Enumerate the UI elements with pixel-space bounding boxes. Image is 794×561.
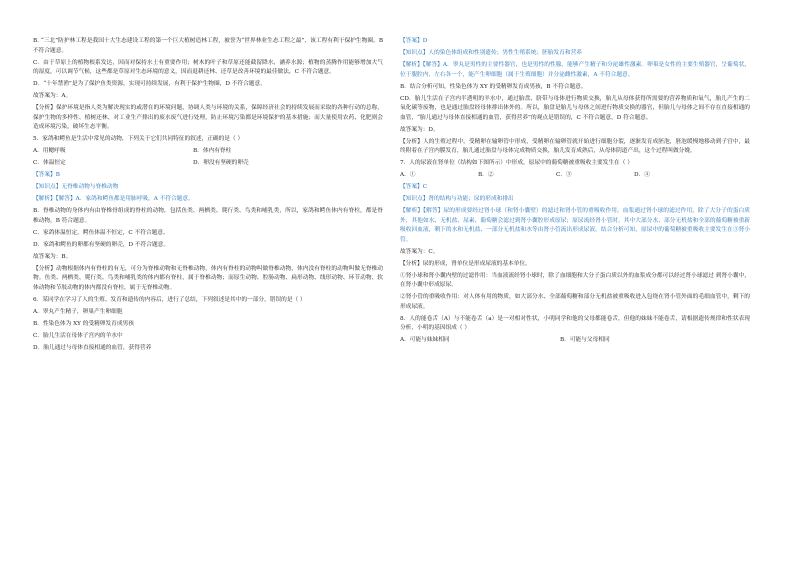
paragraph: A．睾丸产生精子，卵巢产生卵细胞 bbox=[33, 308, 123, 315]
labeled-paragraph: 【答案】C bbox=[400, 184, 428, 190]
paragraph: D．胎儿通过与母体直接相通的血管，获得营养 bbox=[33, 344, 152, 351]
answer-option: C．③ bbox=[556, 172, 572, 178]
paragraph: 8．人的能卷舌（A）与不能卷舌（a）是一对相对性状，小明同学和他的父母都能卷舌，但他的妹妹不能卷舌，请根据遗传规律和性状表现分析，小明的基因组成（ ） bbox=[400, 315, 750, 331]
answer-option: D．卵没有坚硬的卵壳 bbox=[193, 160, 249, 166]
answer-option: B．② bbox=[478, 172, 494, 178]
paragraph: 7．人的尿液在肾单位（结构如下图所示）中形成，原尿中的葡萄糖被重吸收主要发生在（ ） bbox=[400, 160, 633, 166]
right-column bbox=[400, 37, 750, 348]
paragraph: 故答案为：B。 bbox=[33, 253, 72, 260]
labeled-paragraph: 【解析】【解答】尿的形成要经过肾小球（和肾小囊壁）的滤过和肾小管的重吸收作用。血浆通过肾小球的滤过作用，除了大分子的蛋白质外，其他如水、无机盐、尿素、葡萄糖会滤过到肾小囊腔形成原尿；原尿流经肾小管时，其中大部分水、部分无机盐和全部的葡萄糖被重新吸收回血液，剩下的水和无机盐、一部分无机盐和水等由肾小管流出形成尿液。结合分析可知，原尿中的葡萄糖被重吸收主要发生在③肾小管。 bbox=[400, 208, 750, 243]
answer-option: A．用鳃呼吸 bbox=[33, 148, 66, 154]
paragraph: 5．家鸽和鳄鱼是生活中常见的动物，下列关于它们共同特征的叙述，正确的是（ ） bbox=[33, 136, 244, 142]
paragraph: 6．某同学在学习了人的生殖、发育和遗传的内容后，进行了总结，下列叙述是其中的一部分，错误的是（ ） bbox=[33, 296, 306, 303]
paragraph: B．脊椎动物的身体内有由脊椎骨组成的脊柱的动物，包括鱼类、两栖类、爬行类、鸟类和哺乳类，所以，家鸽和鳄鱼体内有脊柱，都是脊椎动物，B 符合题意。 bbox=[33, 208, 383, 224]
paragraph: 【分析】动物根据体内有脊柱的有无，可分为脊椎动物和无脊椎动物，体内有脊柱的动物叫做脊椎动物，体内没有脊柱的动物叫做无脊椎动物。鱼类、两栖类、爬行类、鸟类和哺乳类的体内都有脊柱，属于脊椎动物；而原生动物、腔肠动物、扁形动物、线形动物、环节动物、软体动物和节肢动物的体内都没有脊柱，属于无脊椎动物。 bbox=[33, 265, 383, 291]
paragraph: D．“十年禁渔”是为了保护鱼类资源，实现可持续发展，有利于保护生物圈，D 不符合题意。 bbox=[33, 81, 266, 87]
answer-option: B．可能与父母相同 bbox=[560, 337, 610, 343]
labeled-paragraph: 【解析】【解答】A．家鸽和鳄鱼都是用肺呼吸，A 不符合题意。 bbox=[33, 196, 194, 202]
paragraph: 故答案为：C。 bbox=[400, 248, 439, 255]
paragraph: C．由于草原上的植物根系发达，因而对保持水土有重要作用；树木的叶子和草原还能截留降水，涵养水源；植物的蒸腾作用能够增加大气的湿度，可以调节气候，这些都是草原对生态环境的意义，因而退耕还林、还草是改善环境的最佳做法，C 不符合题意。 bbox=[33, 59, 383, 75]
labeled-paragraph: 【解析】【解答】A．睾丸是男性的主要性器官，也是男性的性腺，能够产生精子和分泌雄性激素。卵巢是女性的主要生殖器官，呈葡萄状，位于腹腔内，左右各一个，能产生卵细胞（属于生殖细胞）并分泌雌性激素，A 不符合题意。 bbox=[400, 62, 750, 78]
paragraph: 【分析】保护环境是指人类为解决现实的或潜在的环境问题，协调人类与环境的关系，保障经济社会的持续发展而采取的各种行动的总称，保护生物的多样性、植树还林、对工业生产排出的废水废气进行处理，防止环境污染都是环境保护的基本措施；而大量使用农药、化肥则会造成环境污染，破坏生态平衡。 bbox=[33, 105, 383, 130]
labeled-paragraph: 【知识点】人的染色体组成和性别遗传；男性生殖系统；胚胎发育和营养 bbox=[400, 50, 582, 56]
paragraph: ②肾小管的重吸收作用：对人体有用的物质，如大部分水、全部葡萄糖和部分无机盐被重吸收进入包绕在肾小管外面的毛细血管中，剩下的形成尿液。 bbox=[400, 294, 750, 310]
labeled-paragraph: 【知识点】肾的结构与功能；尿的形成和排出 bbox=[400, 196, 514, 202]
paragraph: 故答案为：D。 bbox=[400, 126, 439, 133]
left-column bbox=[33, 37, 383, 356]
answer-options-row bbox=[33, 147, 383, 157]
paragraph: C．胎儿生活在母体子宫内的羊水中 bbox=[33, 332, 123, 339]
answer-options-row bbox=[400, 171, 750, 181]
answer-options-row bbox=[33, 159, 383, 169]
paragraph: ①肾小球和肾小囊内壁的过滤作用：当血液流经肾小球时，除了血细胞和大分子蛋白质以外的血浆成分都可以经过肾小球滤过 到肾小囊中，在肾小囊中形成原尿。 bbox=[400, 272, 750, 288]
paragraph: D．家鸽和鳄鱼的卵都有坚硬的卵壳，D 不符合题意。 bbox=[33, 241, 170, 248]
labeled-paragraph: 【知识点】无脊椎动物与脊椎动物 bbox=[33, 184, 119, 190]
labeled-paragraph: 【答案】D bbox=[400, 38, 428, 44]
paragraph: C．家鸽体温恒定，鳄鱼体温不恒定，C 不符合题意。 bbox=[33, 229, 169, 236]
paragraph: B. “三北”防护林工程是我国十大生态建设工程的第一个巨大植树造林工程，被誉为“世界林业生态工程之最”，该工程有利于保护生物圈，B 不符合题意。 bbox=[33, 38, 383, 54]
paragraph: B．结合分析可知，性染色体为 XY 的受精卵发育成男孩，B 不符合题意。 bbox=[400, 83, 587, 90]
labeled-paragraph: 【答案】B bbox=[33, 172, 60, 178]
answer-option: A．① bbox=[400, 172, 416, 178]
paragraph: CD．胎儿生活在子宫内半透明的羊水中，通过胎盘、脐带与母体进行物质交换，胎儿从母体获得所需要的营养物质和氧气，胎儿产生的二氧化碳等废物，也是通过胎盘经母体排出体外的。所以，胎盘是胎儿与母体之间进行物质交换的器官，但胎儿与母体之间不存在直接相通的血管，“胎儿通过与母体直接相通的血管，获得营养”的观点是错误的，C 不符合题意，D 符合题意。 bbox=[400, 95, 750, 121]
answer-options-row bbox=[400, 336, 750, 346]
paragraph: 【分析】人的生殖过程中，受精卵在输卵管中形成，受精卵在输卵管就开始进行细胞分裂，逐渐发育成胚泡，胚泡缓慢地移动到子宫中，最终附着在子宫内膜发育，胎儿通过胎盘与母体完成物质交换，胎儿发育成熟后，从母体阴道产出，这个过程叫做分娩。 bbox=[400, 138, 750, 154]
paragraph: B．性染色体为 XY 的受精卵发育成男孩 bbox=[33, 320, 134, 327]
answer-option: B．体内有脊柱 bbox=[193, 148, 232, 154]
paragraph: 故答案为：A。 bbox=[33, 93, 72, 99]
paragraph: 【分析】尿的形成，肾单位是形成尿液的基本单位。 bbox=[400, 260, 531, 267]
answer-option: C．体温恒定 bbox=[33, 160, 66, 166]
answer-option: D．④ bbox=[634, 172, 650, 178]
answer-option: A．可能与妹妹相同 bbox=[400, 337, 450, 343]
